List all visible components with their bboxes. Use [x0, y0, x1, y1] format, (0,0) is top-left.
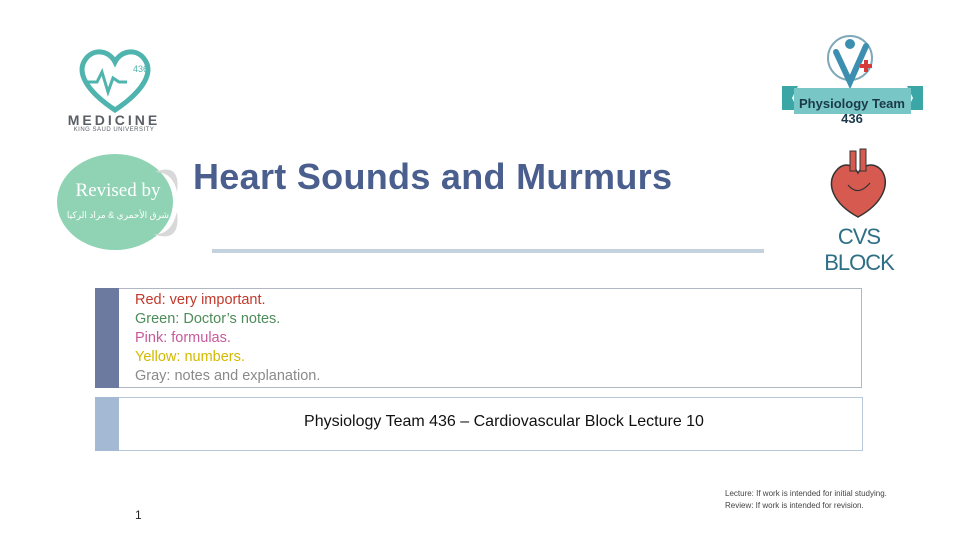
page-number: 1: [135, 508, 142, 522]
page-title: Heart Sounds and Murmurs: [193, 156, 673, 197]
medicine-subtitle: KING SAUD UNIVERSITY: [73, 127, 155, 133]
footer-note-review: Review: If work is intended for revision.: [725, 501, 864, 510]
legend-item-green: Green: Doctor’s notes.: [135, 311, 281, 327]
legend-item-yellow: Yellow: numbers.: [135, 349, 245, 365]
legend-item-red: Red: very important.: [135, 292, 266, 308]
physiology-team-banner: Physiology Team 436: [799, 96, 905, 126]
title-underline: [212, 249, 764, 253]
revised-by-names: شرق الأحمري & مراد الركيا: [66, 210, 170, 220]
legend-accent-bar: [95, 288, 119, 388]
legend-item-gray: Gray: notes and explanation.: [135, 368, 321, 384]
medicine-wordmark: MEDICINE: [67, 112, 161, 128]
medicine-badge-number: 436: [133, 64, 149, 74]
footer-note-lecture: Lecture: If work is intended for initial studying.: [725, 489, 887, 498]
revised-by-label: Revised by: [75, 180, 161, 201]
cvs-block-label: CVS BLOCK: [824, 224, 894, 275]
revised-by-badge-icon: [55, 152, 181, 252]
subtitle-accent-bar: [95, 397, 119, 451]
lecture-subtitle: Physiology Team 436 – Cardiovascular Block Lecture 10: [304, 413, 704, 430]
legend-item-pink: Pink: formulas.: [135, 330, 231, 346]
